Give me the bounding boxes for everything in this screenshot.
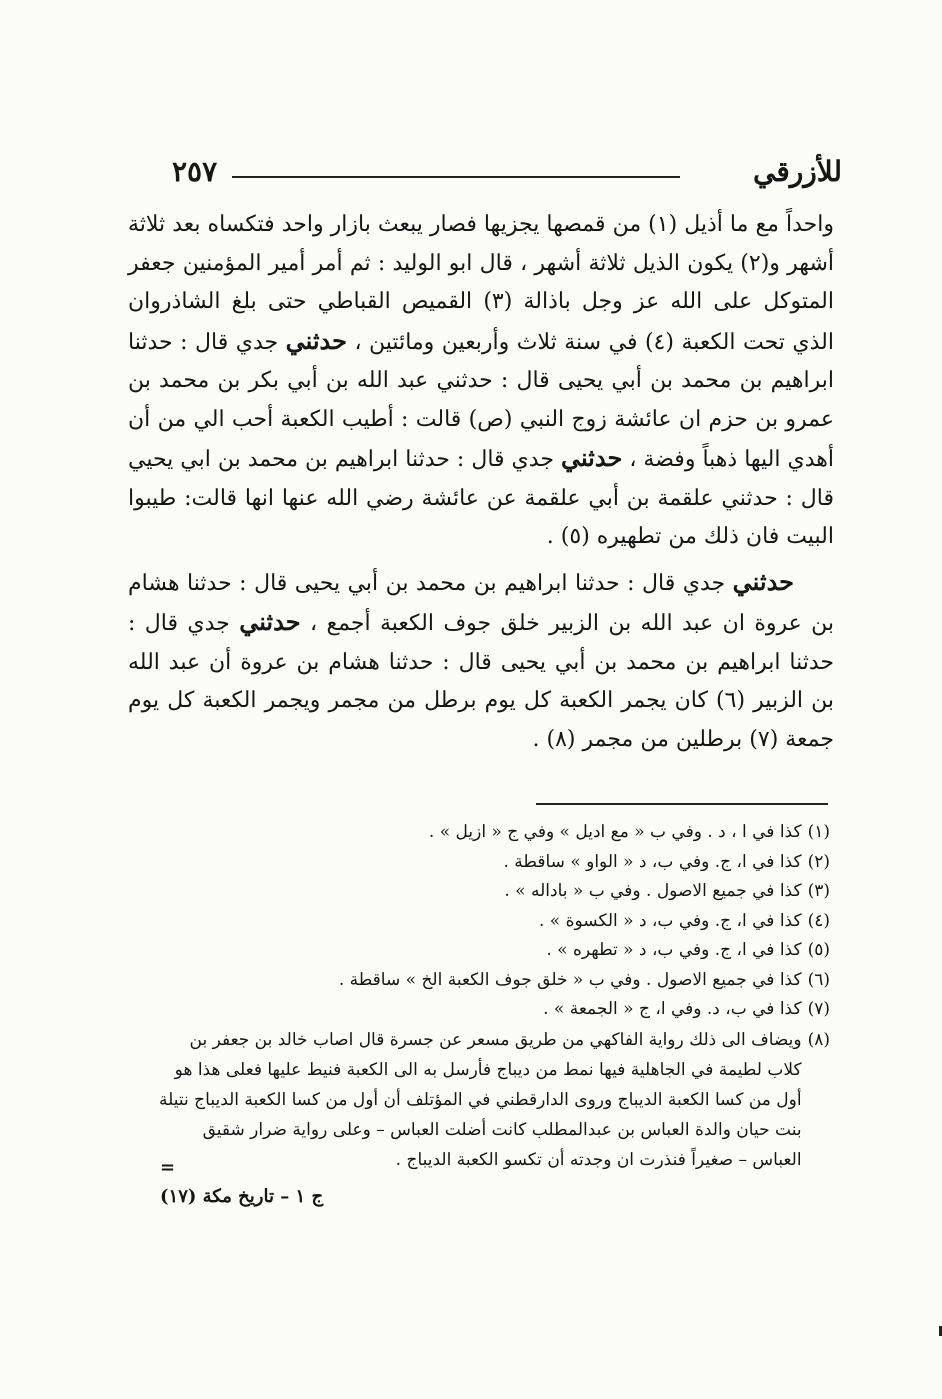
footnote-4: [150, 907, 830, 937]
header-rule: [232, 176, 680, 178]
footnote-number: (٦): [807, 969, 830, 990]
paragraph-1-text-c: جدي قال : حدثنا ابراهيم بن محمد بن ابي يحيي قال : حدثني علقمة بن أبي علقمة عن عائشة رضي الله عنها انها قالت: طيبوا البيت فان ذلك من تطهيره (٥) .: [128, 447, 834, 549]
paragraph-2-text-a: جدي قال : حدثنا ابراهيم بن محمد بن أبي يحيى قال : حدثنا هشام بن عروة ان عبد الله بن الزبير خلق جوف الكعبة أجمع ،: [128, 570, 835, 636]
narration-keyword: حدثني: [239, 607, 301, 636]
main-text: [128, 206, 834, 759]
footnote-text: ويضاف الى ذلك رواية الفاكهي من طريق مسعر عن جسرة قال اصاب خالد بن جعفر بن كلاب لطيمة في الجاهلية فيها نمط من ديباج فأرسل به الى الكعبة فنيط عليها فعلى هذا هو أول من كسا الكعبة الديباج وروى الدارقطني في المؤتلف أن أول من كسا الكعبة الديباج نتيلة بنت حيان والدة العباس بن عبدالمطلب كانت أضلت العباس – وعلى رواية ضرار شقيق العباس – صغيراً فنذرت ان وجدته أن تكسو الكعبة الديباج .: [159, 1029, 802, 1170]
footnote-6: [150, 966, 830, 996]
footnote-text: كذا في ا، ج. وفي ب، د « تطهره » .: [546, 940, 802, 960]
printer-signature: ج ١ – تاريخ مكة (١٧): [160, 1186, 324, 1207]
footnote-number: (٤): [807, 910, 830, 931]
narration-keyword: حدثني: [560, 443, 623, 472]
footnote-text: كذا في ب، د. وفي ا، ج « الجمعة » .: [543, 999, 802, 1019]
footnote-number: (٥): [807, 940, 830, 960]
page-header: [172, 150, 842, 194]
running-title: للأزرقي: [752, 155, 842, 188]
paragraph-1: [128, 206, 834, 557]
paragraph-2: [128, 563, 834, 760]
footnote-number: (٧): [807, 999, 830, 1019]
footnote-text: كذا في جميع الاصول . وفي ب « باداله » .: [504, 881, 802, 901]
footnote-7: [150, 995, 830, 1025]
footnote-number: (٣): [807, 881, 830, 901]
footnote-2: [150, 848, 830, 878]
footnote-text: كذا في ا، ج. وفي ب، د « الواو » ساقطة .: [503, 851, 802, 872]
footnote-number: (١): [807, 822, 830, 842]
footnotes: [150, 818, 830, 1175]
narration-keyword: حدثني: [285, 325, 347, 355]
footnote-number: (٨): [807, 1029, 830, 1050]
footnote-5: [150, 936, 830, 966]
paragraph-2-text-b: جدي قال : حدثنا ابراهيم بن محمد بن أبي يحيى قال : حدثنا هشام بن عروة أن عبد الله بن الزبير (٦) كان يجمر الكعبة كل يوم برطل من مجمر ويجمر الكعبة كل يوم جمعة (٧) برطلين من مجمر (٨) .: [128, 611, 835, 752]
narration-keyword: حدثني: [732, 566, 794, 596]
footnote-text: كذا في ا ، د . وفي ب « مع اديل » وفي ج « ازيل » .: [428, 822, 802, 842]
footnote-number: (٢): [807, 851, 830, 872]
footnote-8: [150, 1025, 830, 1175]
footnote-separator: [536, 803, 828, 805]
footnote-text: كذا في ا، ج. وفي ب، د « الكسوة » .: [538, 910, 802, 931]
footnote-1: [150, 818, 830, 848]
page-number: ٢٥٧: [172, 155, 218, 188]
footnote-3: [150, 877, 830, 907]
continuation-mark: =: [160, 1157, 176, 1178]
paragraph-1-text-b: جدي قال : حدثنا ابراهيم بن محمد بن أبي يحيى قال : حدثني عبد الله بن أبي بكر بن محمد بن عمرو بن حزم ان عائشة زوج النبي (ص) قالت : أطيب الكعبة أحب الي من أن أهدي اليها ذهباً وفضة ،: [128, 329, 834, 472]
footnote-text: كذا في جميع الاصول . وفي ب « خلق جوف الكعبة الخ » ساقطة .: [338, 969, 802, 990]
paragraph-1-text-a: واحداً مع ما أذيل (١) من قمصها يجزيها فصار يبعث بازار واحد فتكساه بعد ثلاثة أشهر و(٢) يكون الذيل ثلاثة أشهر ، قال ابو الوليد : ثم أمر أمير المؤمنين جعفر المتوكل على الله عز وجل باذالة (٣) القميص القباطي حتى بلغ الشاذروان الذي تحت الكعبة (٤) في سنة ثلاث وأربعين ومائتين ،: [128, 212, 834, 355]
